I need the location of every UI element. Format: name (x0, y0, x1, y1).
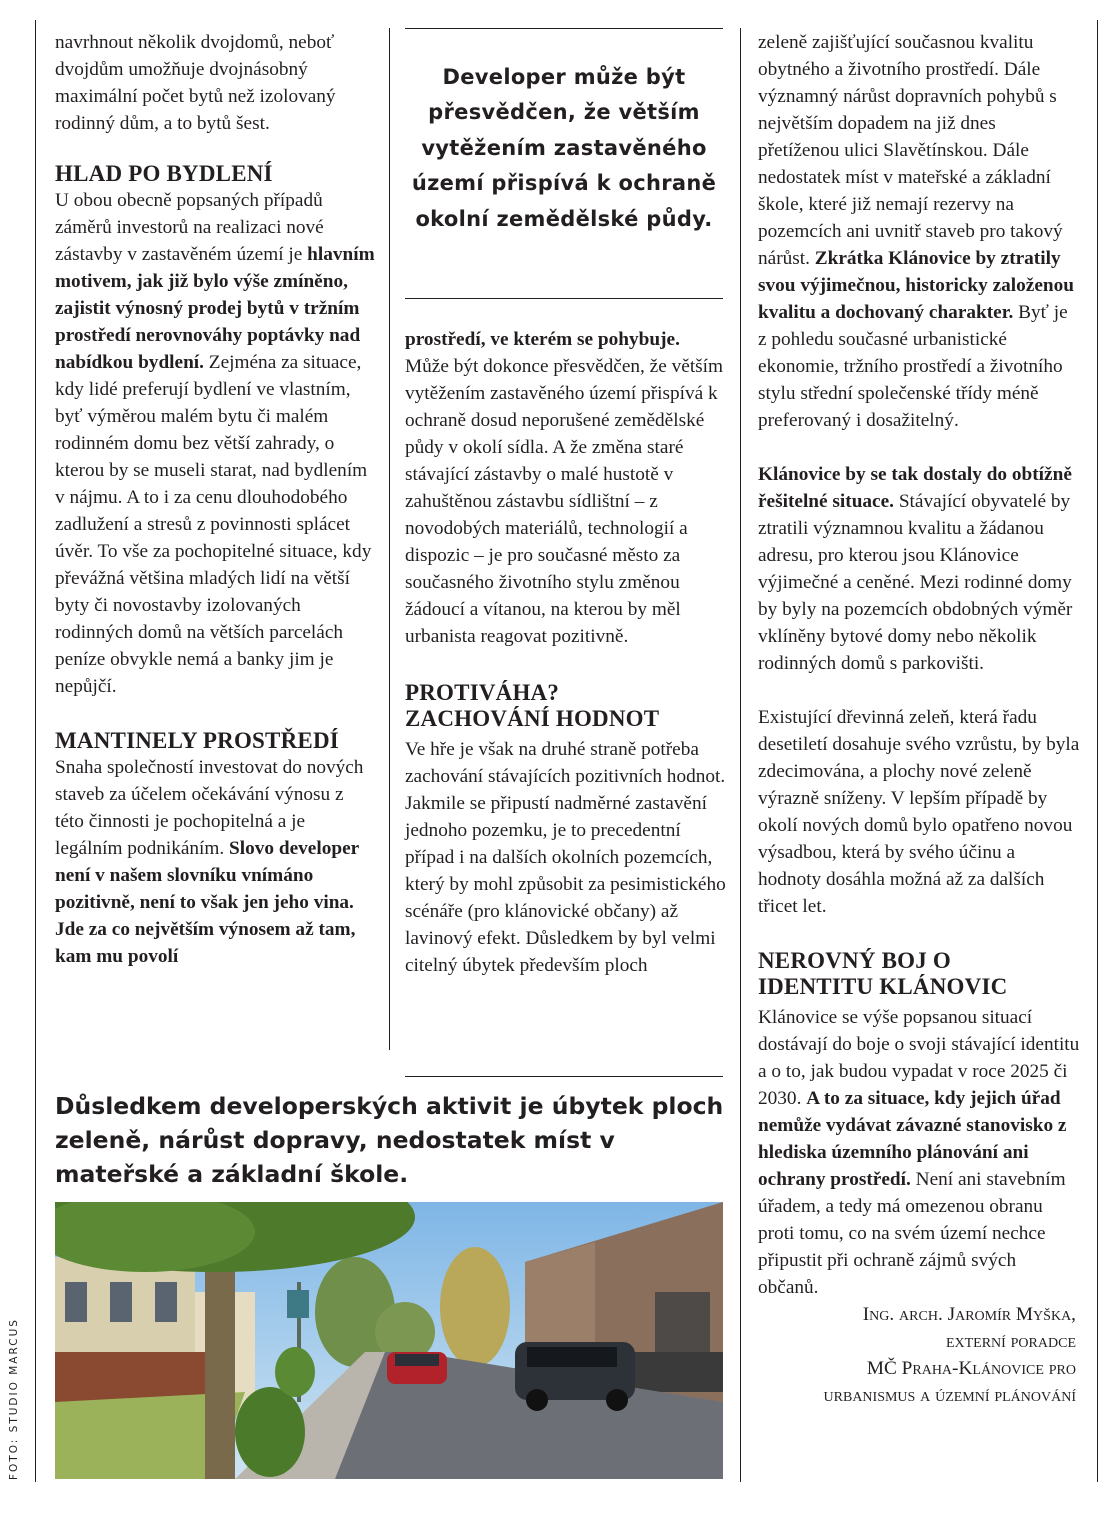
photo-credit: FOTO: STUDIO MARCUS (8, 1318, 20, 1480)
col1-paragraph-1: U obou obecně popsaných případů záměrů investorů na realizaci nové zástavby v zastavěném území je hlavním motivem, jak již bylo výše zmíněno, zajistit výnosný prodej bytů v tržním prostředí nerovnováhy poptávky nad nabídkou bydlení. Zejména za situace, kdy lidé preferují bydlení ve vlastním, byť výměrou malém bytu či malém rodinném domu bez větší zahrady, o kterou by se museli starat, nad bydlením v nájmu. A to i za cenu dlouhodobého zadlužení a stresů z povinnosti splácet úvěr. To vše za pochopitelné situace, kdy převážná většina mladých lidí na větší byty či novostavby izolovaných rodinných domů na větších parcelách peníze obvykle nemá a banky jim je nepůjčí. (55, 190, 375, 697)
column-2 (405, 326, 727, 979)
heading-mantinely-prostredi: MANTINELY PROSTŘEDÍ (55, 728, 339, 753)
author-signature (758, 1301, 1076, 1409)
col3-paragraph-2: Klánovice by se tak dostaly do obtížně řešitelné situace. Stávající obyvatelé by ztratili významnou kvalitu a žádanou adresu, pro kterou jsou Klánovice výjimečné a ceněné. Mezi rodinné domy by byly na pozemcích obdobných výměr vklíněny bytové domy nebo několik rodinných domů s parkovišti. (758, 464, 1073, 674)
col2-paragraph-1: prostředí, ve kterém se pohybuje. Může být dokonce přesvědčen, že větším vytěžením zastavěného území přispívá k ochraně dosud neporušené zemědělské půdy v okolí sídla. A že změna staré stávající zástavby o malé hustotě v zahuštěnou zástavbu sídlištní – z novodobých materiálů, technologií a dispozic – je pro současné město za současného životního stylu změnou žádoucí a vítanou, na kterou by měl urbanista reagovat pozitivně. (405, 329, 724, 647)
author-affiliation: MČ Praha-Klánovice pro (866, 1358, 1076, 1379)
headline-rule (405, 1076, 723, 1077)
column-divider-right (1097, 20, 1098, 1482)
col2-paragraph-2: Ve hře je však na druhé straně potřeba zachování stávajících pozitivních hodnot. Jakmile se připustí nadměrné zastavění jednoho pozemku, je to precedentní případ i na dalších okolních pozemcích, který by mohl způsobit za pesimistického scénáře (pro klánovické občany) až lavinový efekt. Důsledkem by byl velmi citelný úbytek především ploch (405, 739, 726, 976)
col1-paragraph-2: Snaha společností investovat do nových staveb za účelem očekávání výnosu z této činnosti je pochopitelná a je legálním podnikáním. Slovo developer není v našem slovníku vnímáno pozitivně, není to však jen jeho vina. Jde za co největším výnosem až tam, kam mu povolí (55, 757, 364, 967)
heading-protivaha: PROTIVÁHA? ZACHOVÁNÍ HODNOT (405, 680, 660, 731)
col3-paragraph-1: zeleně zajišťující současnou kvalitu obytného a životního prostředí. Dále významný nárůst dopravních pohybů s největším dopadem na již dnes přetíženou ulici Slavětínskou. Dále nedostatek míst v mateřské a základní škole, které již nemají rezervy na pozemcích ani uvnitř staveb pro takový nárůst. Zkrátka Klánovice by ztratily svou výjimečnou, historicky založenou kvalitu a dochovaný charakter. Byť je z pohledu současné urbanistické ekonomie, tržního prostředí a životního stylu střední společenské třídy méně preferovaný i dosažitelný. (758, 32, 1074, 431)
heading-hlad-po-bydleni: HLAD PO BYDLENÍ (55, 161, 273, 186)
quote-rule-top (405, 28, 723, 29)
col1-paragraph-0: navrhnout několik dvojdomů, neboť dvojdům umožňuje dvojnásobný maximální počet bytů než izolovaný rodinný dům, a to bytů šest. (55, 32, 336, 134)
column-1 (55, 29, 377, 970)
photo-headline: Důsledkem developerských aktivit je úbytek ploch zeleně, nárůst dopravy, nedostatek míst v mateřské a základní škole. (55, 1092, 724, 1188)
author-name: Ing. arch. Jaromír Myška, (862, 1304, 1076, 1325)
pull-quote: Developer může být přesvědčen, že větším vytěžením zastavěného území přispívá k ochraně okolní zemědělské půdy. (411, 65, 717, 231)
column-divider-left (35, 20, 36, 1482)
column-divider-2 (740, 28, 741, 1482)
column-3 (758, 29, 1080, 1409)
author-field: urbanismus a územní plánování (823, 1385, 1076, 1406)
column-divider-1 (389, 28, 390, 1050)
street-photo (55, 1202, 723, 1479)
col3-paragraph-3: Existující dřevinná zeleň, která řadu desetiletí dosahuje svého vzrůstu, by byla zdecimována, a plochy nové zeleně výrazně sníženy. V lepším případě by okolí nových domů bylo opatřeno novou výsadbou, která by svého účinu a hodnoty dosáhla možná až za dalších třicet let. (758, 707, 1080, 917)
quote-rule-bottom (405, 298, 723, 299)
heading-nerovny-boj: NEROVNÝ BOJ O IDENTITU KLÁNOVIC (758, 948, 1008, 999)
col3-paragraph-4: Klánovice se výše popsanou situací dostávají do boje o svoji stávající identitu a o to, jak budou vypadat v roce 2025 či 2030. A to za situace, kdy jejich úřad nemůže vydávat závazné stanovisko z hlediska územního plánování ani ochrany prostředí. Není ani stavebním úřadem, a tedy má omezenou obranu proti tomu, co na svém území nechce připustit při ochraně zájmů svých občanů. (758, 1007, 1080, 1298)
author-role: externí poradce (945, 1331, 1076, 1352)
